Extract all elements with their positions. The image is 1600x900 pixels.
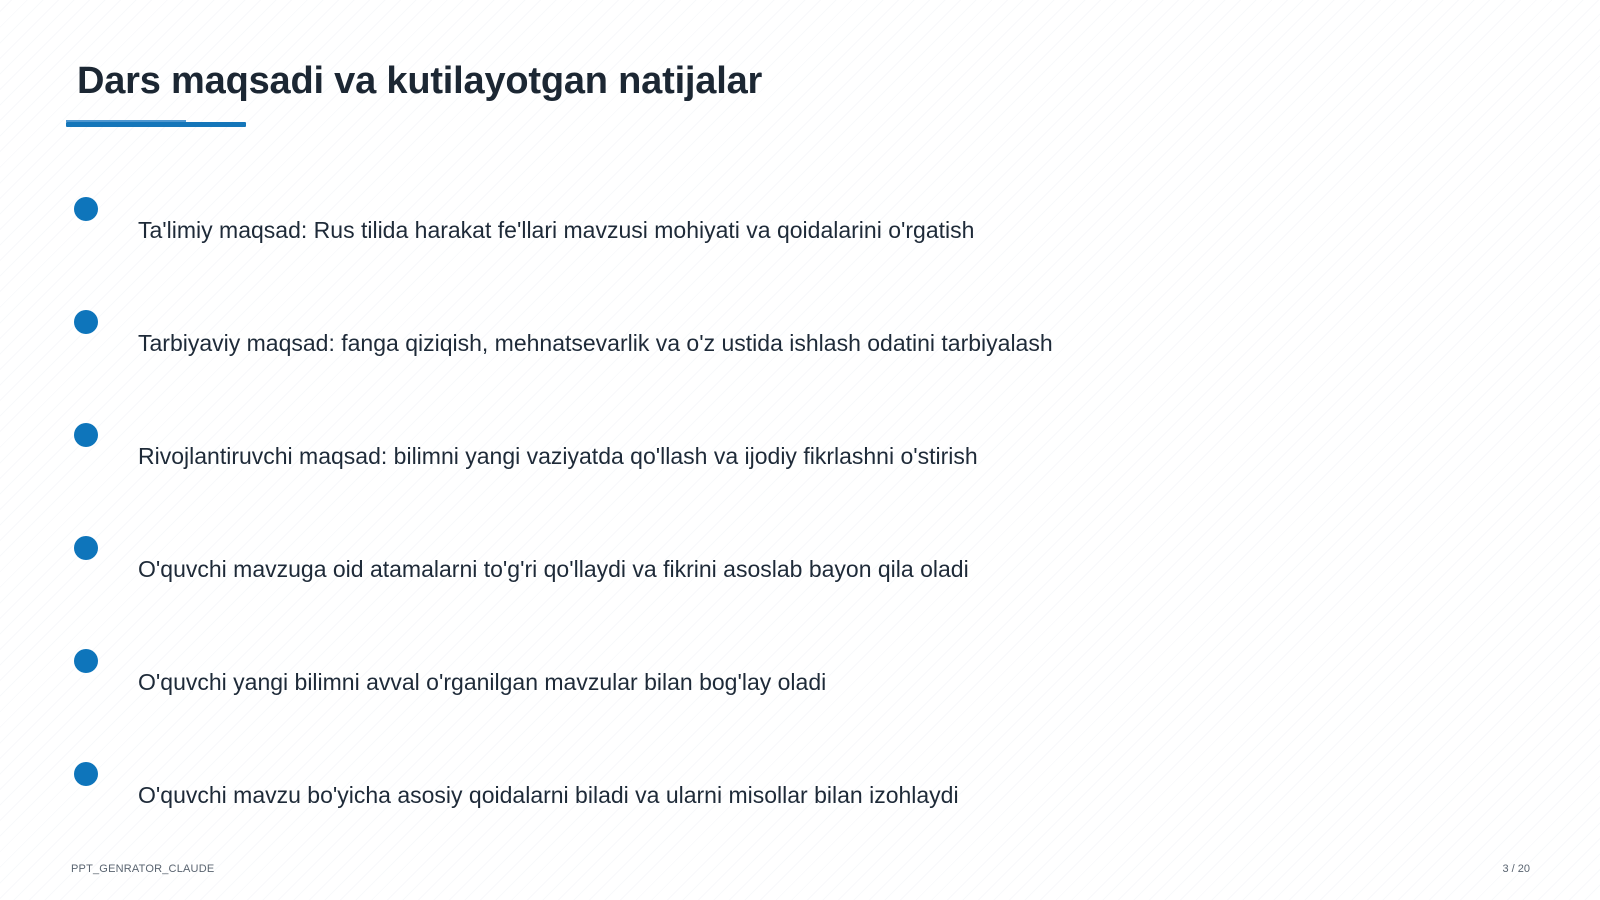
bullet-item	[0, 536, 1600, 616]
bullet-dot-icon	[74, 197, 98, 221]
bullet-item	[0, 423, 1600, 503]
bullet-item	[0, 310, 1600, 390]
bullet-text: Tarbiyaviy maqsad: fanga qiziqish, mehnatsevarlik va o'z ustida ishlash odatini tarbiyalash	[138, 330, 1053, 356]
bullet-item	[0, 649, 1600, 729]
footer-generator-label: PPT_GENRATOR_CLAUDE	[71, 863, 215, 875]
bullet-text: Rivojlantiruvchi maqsad: bilimni yangi vaziyatda qo'llash va ijodiy fikrlashni o'stirish	[138, 443, 978, 469]
bullet-dot-icon	[74, 310, 98, 334]
bullet-text: O'quvchi yangi bilimni avval o'rganilgan mavzular bilan bog'lay oladi	[138, 669, 827, 695]
page-indicator: 3 / 20	[1502, 863, 1530, 875]
bullet-text: Ta'limiy maqsad: Rus tilida harakat fe'llari mavzusi mohiyati va qoidalarini o'rgatish	[138, 217, 975, 243]
bullet-item	[0, 197, 1600, 277]
bullet-text: O'quvchi mavzuga oid atamalarni to'g'ri qo'llaydi va fikrini asoslab bayon qila oladi	[138, 556, 969, 582]
bullet-dot-icon	[74, 536, 98, 560]
bullet-dot-icon	[74, 423, 98, 447]
slide-title: Dars maqsadi va kutilayotgan natijalar	[77, 60, 763, 102]
bullet-item	[0, 762, 1600, 842]
bullet-dot-icon	[74, 649, 98, 673]
bullet-text: O'quvchi mavzu bo'yicha asosiy qoidalarni biladi va ularni misollar bilan izohlaydi	[138, 782, 959, 808]
bullet-dot-icon	[74, 762, 98, 786]
